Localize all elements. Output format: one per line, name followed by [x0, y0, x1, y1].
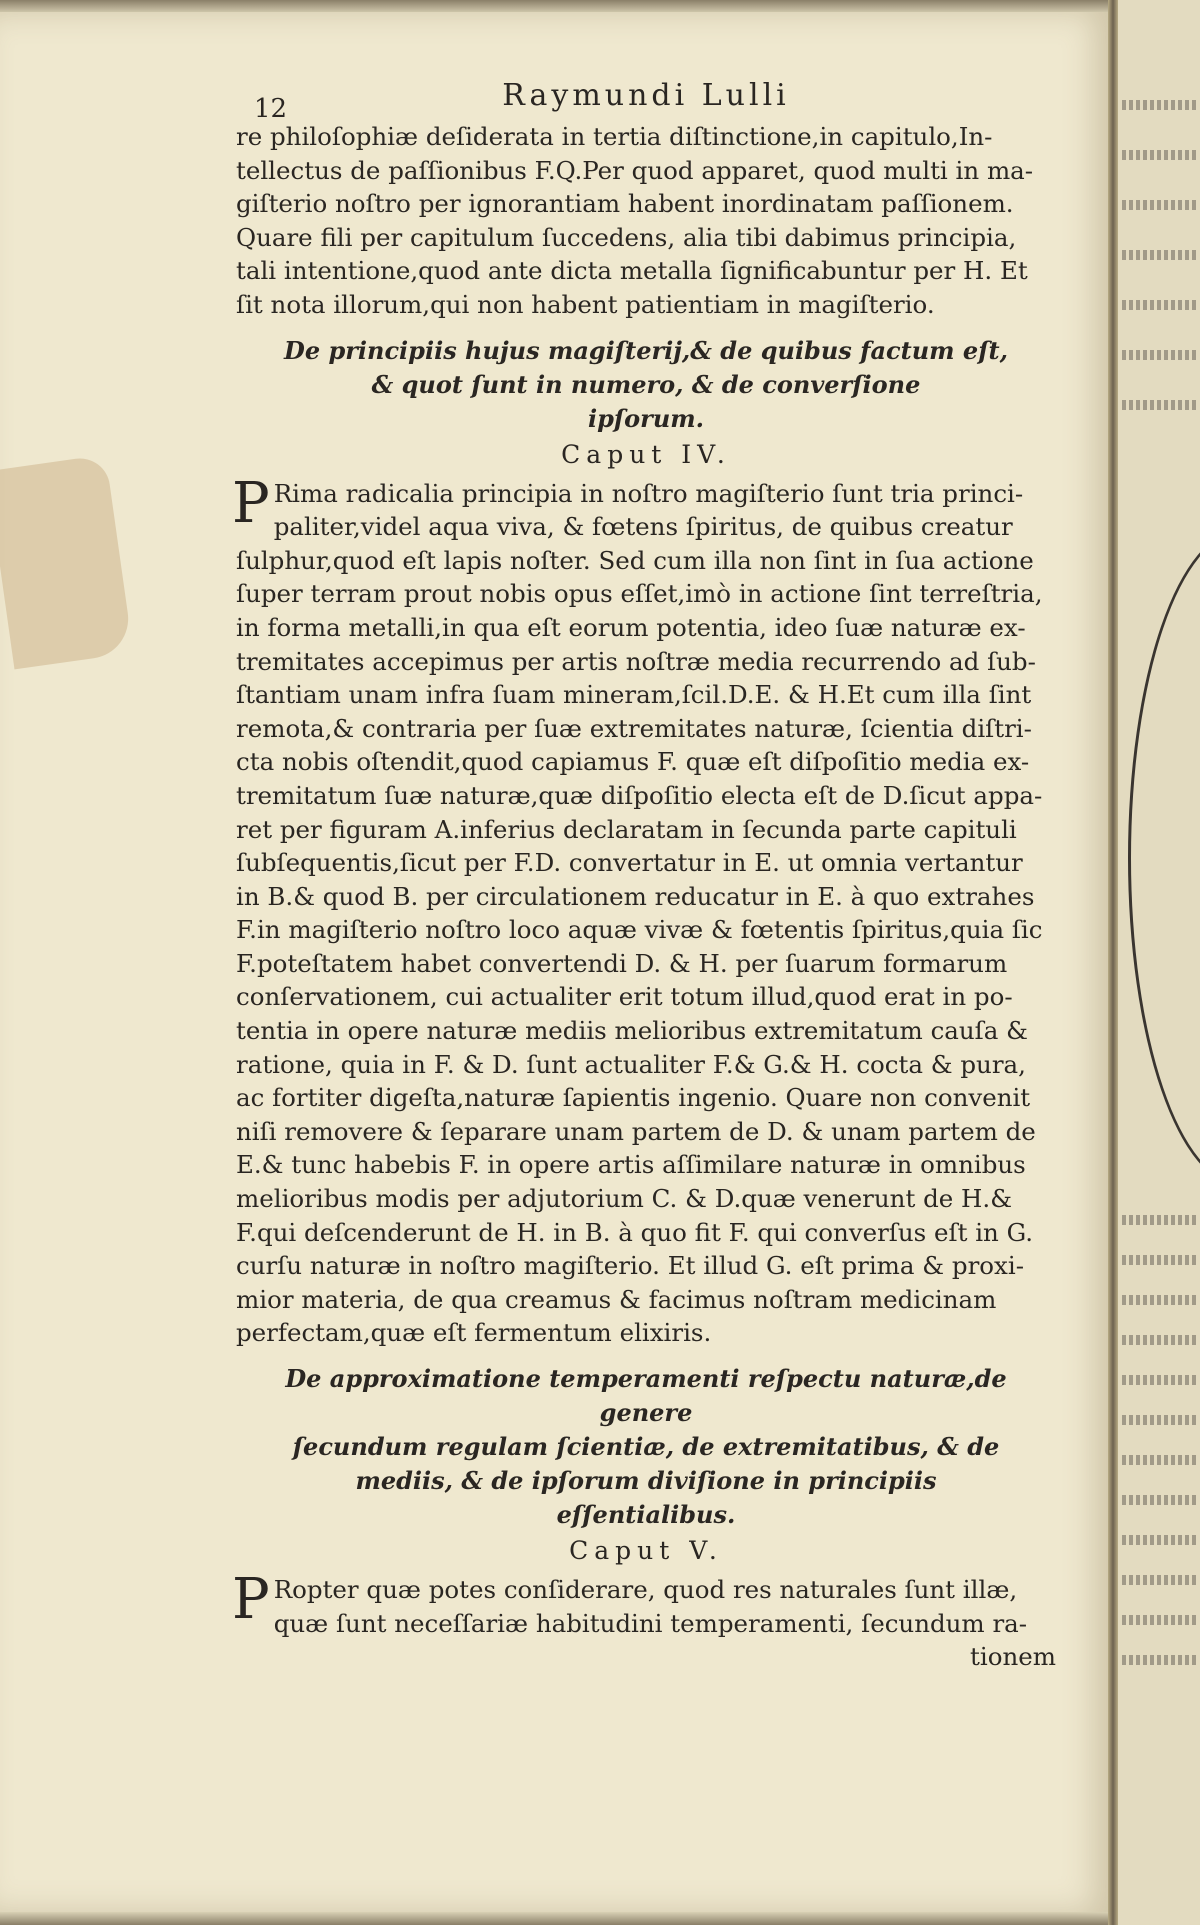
text-line: tellectus de paſſionibus F.Q.Per quod apparet, quod multi in ma-	[236, 155, 1034, 185]
heading-line: & quot ſunt in numero, & de converſione	[371, 369, 921, 399]
facing-text-fragment	[1122, 200, 1196, 210]
facing-text-fragment	[1122, 100, 1196, 110]
page-tab	[0, 455, 133, 670]
facing-text-fragment	[1122, 1375, 1196, 1385]
text-line: ſit nota illorum,qui non habent patientiam in magiſterio.	[236, 289, 935, 319]
facing-text-fragment	[1122, 1495, 1196, 1505]
text-line: ac fortiter digeſta,naturæ ſapientis ingenio. Quare non convenit	[236, 1083, 1031, 1113]
text-line: tali intentione,quod ante dicta metalla ſignificabuntur per H. Et	[236, 256, 1028, 286]
text-line: re philoſophiæ deſiderata in tertia diſtinctione,in capitulo,In-	[236, 122, 993, 151]
text-line: melioribus modis per adjutorium C. & D.quæ venerunt de H.&	[236, 1184, 1013, 1214]
heading-line: eſſentialibus.	[556, 1500, 736, 1529]
facing-text-fragment	[1122, 1295, 1196, 1305]
text-line: paliter,videl aqua viva, & fœtens ſpiritus, de quibus creatur	[273, 512, 1013, 542]
text-line: cta nobis oſtendit,quod capiamus F. quæ eſt diſpoſitio media ex-	[236, 747, 1030, 777]
facing-text-fragment	[1122, 150, 1196, 160]
page-number: 12	[254, 94, 288, 124]
diagram-arc	[1128, 530, 1200, 1186]
heading-line: De principiis hujus magiſterij,& de quibus factum eſt,	[284, 335, 1008, 365]
text-line: giſterio noſtro per ignorantiam habent inordinatam paſſionem.	[236, 189, 1014, 219]
facing-text-fragment	[1122, 1255, 1196, 1265]
facing-text-fragment	[1122, 250, 1196, 260]
intro-paragraph	[236, 120, 1056, 322]
text-line: Ropter quæ potes conſiderare, quod res naturales ſunt illæ,	[273, 1575, 1018, 1604]
text-line: F.poteſtatem habet convertendi D. & H. per ſuarum formarum	[236, 948, 1008, 978]
chapter-4-label: Caput IV.	[561, 439, 731, 469]
text-line: E.& tunc habebis F. in opere artis aſſimilare naturæ in omnibus	[236, 1150, 1026, 1180]
text-line: F.qui deſcenderunt de H. in B. à quo fit F. qui converſus eſt in G.	[236, 1217, 1034, 1247]
catchword: tionem	[970, 1642, 1056, 1672]
text-line: perfectam,quæ eſt fermentum elixiris.	[236, 1318, 712, 1348]
chapter-5-label: Caput V.	[569, 1536, 723, 1565]
text-line: in B.& quod B. per circulationem reducatur in E. à quo extrahes	[236, 881, 1035, 911]
heading-line: ſecundum regulam ſcientiæ, de extremitatibus, & de	[292, 1432, 1000, 1461]
facing-text-fragment	[1122, 350, 1196, 360]
page-bottom-edge	[0, 1912, 1112, 1925]
text-line: tremitatum ſuæ naturæ,quæ diſpoſitio electa eſt de D.ſicut appa-	[236, 780, 1043, 810]
chapter-4-paragraph	[232, 470, 1056, 1350]
text-line: Quare fili per capitulum ſuccedens, alia tibi dabimus principia,	[236, 222, 1017, 252]
text-line: ret per figuram A.inferius declaratam in ſecunda parte capituli	[236, 814, 1017, 844]
text-line: remota,& contraria per ſuæ extremitates naturæ, ſcientia diſtri-	[236, 713, 1032, 743]
text-line: ſubſequentis,ſicut per F.D. convertatur in E. ut omnia vertantur	[236, 848, 1023, 878]
facing-text-fragment	[1122, 300, 1196, 310]
text-line: Rima radicalia principia in noſtro magiſterio ſunt tria princi-	[273, 478, 1024, 508]
book-gutter	[1108, 0, 1118, 1925]
facing-text-fragment	[1122, 1535, 1196, 1545]
page-content	[232, 76, 1056, 1674]
drop-cap: P	[232, 470, 270, 536]
facing-text-fragment	[1122, 1575, 1196, 1585]
text-line: quæ ſunt neceſſariæ habitudini temperamenti, ſecundum ra-	[273, 1608, 1028, 1638]
text-line: ratione, quia in F. & D. ſunt actualiter F.& G.& H. cocta & pura,	[236, 1049, 1026, 1079]
drop-cap: P	[232, 1567, 270, 1632]
heading-line: ipſorum.	[587, 403, 705, 433]
facing-text-fragment	[1122, 1215, 1196, 1225]
text-line: tremitates accepimus per artis noſtræ media recurrendo ad ſub-	[236, 646, 1036, 676]
running-title: Raymundi Lulli	[502, 78, 790, 113]
text-line: tentia in opere naturæ mediis melioribus extremitatum cauſa &	[236, 1016, 1028, 1046]
text-line: niſi removere & ſeparare unam partem de D. & unam partem de	[236, 1116, 1036, 1146]
text-line: conſervationem, cui actualiter erit totum illud,quod erat in po-	[236, 982, 1013, 1012]
chapter-5-paragraph	[232, 1567, 1056, 1674]
text-line: in forma metalli,in qua eſt eorum potentia, ideo ſuæ naturæ ex-	[236, 612, 1026, 642]
text-line: mior materia, de qua creamus & facimus noſtram medicinam	[236, 1284, 997, 1314]
text-line: F.in magiſterio noſtro loco aquæ vivæ & fœtentis ſpiritus,quia ſic	[236, 915, 1043, 945]
facing-page-edge	[1118, 0, 1200, 1925]
text-line: ſulphur,quod eſt lapis noſter. Sed cum illa non ſint in ſua actione	[236, 545, 1034, 575]
text-line: ſtantiam unam infra ſuam mineram,ſcil.D.E. & H.Et cum illa ſint	[236, 680, 1032, 710]
facing-text-fragment	[1122, 1335, 1196, 1345]
heading-line: mediis, & de ipſorum diviſione in principiis	[355, 1466, 937, 1495]
chapter-5-heading	[256, 1362, 1036, 1532]
text-line: ſuper terram prout nobis opus eſſet,imò in actione ſint terreſtria,	[236, 579, 1043, 609]
facing-text-fragment	[1122, 1455, 1196, 1465]
text-line: curſu naturæ in noſtro magiſterio. Et illud G. eſt prima & proxi-	[236, 1251, 1024, 1281]
facing-text-fragment	[1122, 1655, 1196, 1665]
facing-text-fragment	[1122, 1615, 1196, 1625]
facing-text-fragment	[1122, 400, 1196, 410]
heading-line: De approximatione temperamenti reſpectu naturæ,de genere	[285, 1364, 1007, 1427]
page-header	[236, 76, 1056, 124]
facing-text-fragment	[1122, 1415, 1196, 1425]
chapter-4-heading	[256, 334, 1036, 436]
